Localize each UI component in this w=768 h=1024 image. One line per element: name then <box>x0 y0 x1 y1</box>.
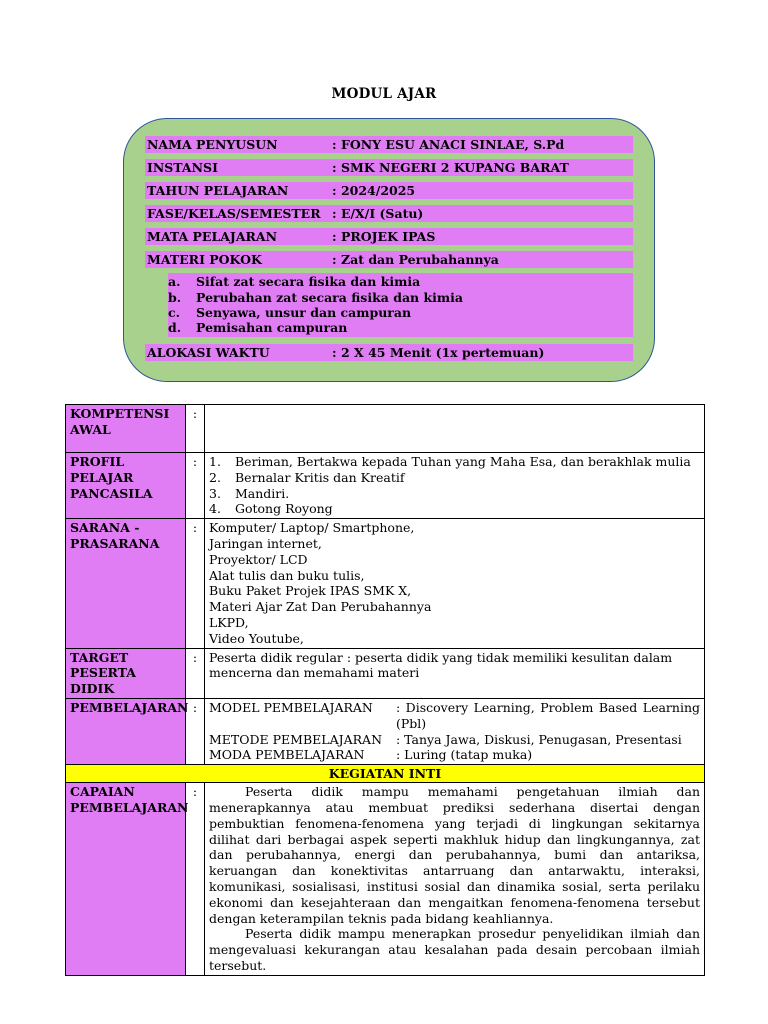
row-label: SARANA - PRASARANA <box>66 519 186 648</box>
info-label: MATA PELAJARAN <box>147 229 278 244</box>
row-colon: : <box>186 783 205 976</box>
topic-text: Senyawa, unsur dan campuran <box>196 305 412 320</box>
row-value <box>205 519 705 648</box>
topic-item <box>168 274 420 290</box>
row-label: PEMBELAJARAN <box>66 698 186 764</box>
row-label: KOMPETENSI AWAL <box>66 405 186 453</box>
profil-list <box>209 454 700 517</box>
metode-label: METODE PEMBELAJARAN <box>209 731 383 747</box>
info-label: ALOKASI WAKTU <box>147 345 270 360</box>
table-row-pembelajaran <box>66 698 705 764</box>
list-item <box>209 454 700 470</box>
row-value <box>205 698 705 764</box>
topic-marker: d. <box>168 320 182 335</box>
metode-value: : Tanya Jawa, Diskusi, Penugasan, Presentasi <box>396 731 682 747</box>
info-label: NAMA PENYUSUN <box>147 137 278 152</box>
module-table <box>65 404 705 976</box>
info-value: : PROJEK IPAS <box>332 229 436 244</box>
list-item: Video Youtube, <box>209 630 304 646</box>
info-row-instansi <box>145 159 633 176</box>
topic-marker: c. <box>168 305 180 320</box>
row-colon: : <box>186 698 205 764</box>
row-value <box>205 783 705 976</box>
moda-value: : Luring (tatap muka) <box>396 747 533 763</box>
table-row-profil <box>66 453 705 519</box>
item-text: Gotong Royong <box>235 501 333 517</box>
topic-text: Perubahan zat secara fisika dan kimia <box>196 290 463 305</box>
topic-marker: a. <box>168 274 181 289</box>
metode-line <box>209 732 700 748</box>
list-item: Materi Ajar Zat Dan Perubahannya <box>209 599 432 615</box>
info-value: : 2 X 45 Menit (1x pertemuan) <box>332 345 545 360</box>
model-line <box>209 700 700 732</box>
list-item: Proyektor/ LCD <box>209 551 308 567</box>
table-row-sarana <box>66 519 705 648</box>
info-row-alokasi-waktu <box>145 344 633 361</box>
identity-panel <box>123 118 655 382</box>
info-row-nama-penyusun <box>145 136 633 153</box>
info-row-tahun-pelajaran <box>145 182 633 199</box>
info-label: MATERI POKOK <box>147 252 262 267</box>
list-item <box>209 486 700 502</box>
row-value <box>205 405 705 453</box>
list-item: LKPD, <box>209 614 249 630</box>
list-item <box>209 501 700 517</box>
topic-text: Sifat zat secara fisika dan kimia <box>196 274 421 289</box>
item-number: 3. <box>209 485 221 501</box>
info-value: : SMK NEGERI 2 KUPANG BARAT <box>332 160 569 175</box>
info-label: TAHUN PELAJARAN <box>147 183 289 198</box>
info-label: FASE/KELAS/SEMESTER <box>147 206 321 221</box>
row-label: PROFIL PELAJAR PANCASILA <box>66 453 186 519</box>
info-row-fase-kelas-semester <box>145 205 633 222</box>
row-colon: : <box>186 405 205 453</box>
materi-topics-list <box>168 273 633 337</box>
capaian-paragraph: Peserta didik mampu memahami pengetahuan ilmiah dan menerapkannya atau membuat prediksi sederhana disertai dengan pembuktian fenomena-fenomena yang terjadi di lingkungan sekitarnya dilihat dari berbagai aspek seperti makhluk hidup dan lingkungannya, zat dan perubahannya, energi dan perubahannya, bumi dan antariksa, keruangan dan konektivitas antarruang dan antarwaktu, interaksi, komunikasi, sosialisasi, institusi sosial dan dinamika sosial, serta perilaku ekonomi dan kesejahteraan dan mengaitkan fenomena-fenomena tersebut dengan keterampilan teknis pada bidang keahliannya. <box>209 784 700 926</box>
list-item: Alat tulis dan buku tulis, <box>209 567 365 583</box>
row-label: CAPAIAN PEMBELAJARAN <box>66 783 186 976</box>
model-value: : Discovery Learning, Problem Based Learning (Pbl) <box>396 699 700 731</box>
table-row-capaian <box>66 783 705 976</box>
item-text: Mandiri. <box>235 485 290 501</box>
row-colon: : <box>186 648 205 698</box>
item-number: 4. <box>209 501 221 517</box>
capaian-paragraph: Peserta didik mampu menerapkan prosedur penyelidikan ilmiah dan mengevaluasi kekurangan atau kesalahan pada desain percobaan ilmiah tersebut. <box>209 926 700 973</box>
table-row-kompetensi <box>66 405 705 453</box>
item-text: Beriman, Bertakwa kepada Tuhan yang Maha Esa, dan berakhlak mulia <box>235 454 691 469</box>
list-item: Jaringan internet, <box>209 535 322 551</box>
table-row-kegiatan-inti <box>66 765 705 783</box>
info-value: : 2024/2025 <box>332 183 416 198</box>
topic-item <box>168 320 347 336</box>
row-colon: : <box>186 453 205 519</box>
list-item <box>209 470 700 486</box>
info-label: INSTANSI <box>147 160 218 175</box>
model-label: MODEL PEMBELAJARAN <box>209 699 373 715</box>
info-row-mata-pelajaran <box>145 228 633 245</box>
info-value: : Zat dan Perubahannya <box>332 252 499 267</box>
info-row-materi-pokok <box>145 251 633 268</box>
row-colon: : <box>186 519 205 648</box>
list-item: Buku Paket Projek IPAS SMK X, <box>209 583 412 599</box>
row-label: TARGET PESERTA DIDIK <box>66 648 186 698</box>
topic-item <box>168 290 463 306</box>
item-number: 2. <box>209 469 221 485</box>
moda-line <box>209 747 700 763</box>
info-value: : FONY ESU ANACI SINLAE, S.Pd <box>332 137 565 152</box>
item-number: 1. <box>209 454 221 469</box>
document-title: MODUL AJAR <box>331 86 437 102</box>
topic-item <box>168 305 411 321</box>
topic-marker: b. <box>168 290 182 305</box>
item-text: Bernalar Kritis dan Kreatif <box>235 469 405 485</box>
table-row-target <box>66 648 705 698</box>
row-value <box>205 453 705 519</box>
moda-label: MODA PEMBELAJARAN <box>209 747 365 763</box>
section-header: KEGIATAN INTI <box>66 765 705 783</box>
list-item: Komputer/ Laptop/ Smartphone, <box>209 520 415 536</box>
topic-text: Pemisahan campuran <box>196 320 348 335</box>
info-value: : E/X/I (Satu) <box>332 206 424 221</box>
row-value: Peserta didik regular : peserta didik yang tidak memiliki kesulitan dalam mencerna dan memahami materi <box>205 648 705 698</box>
